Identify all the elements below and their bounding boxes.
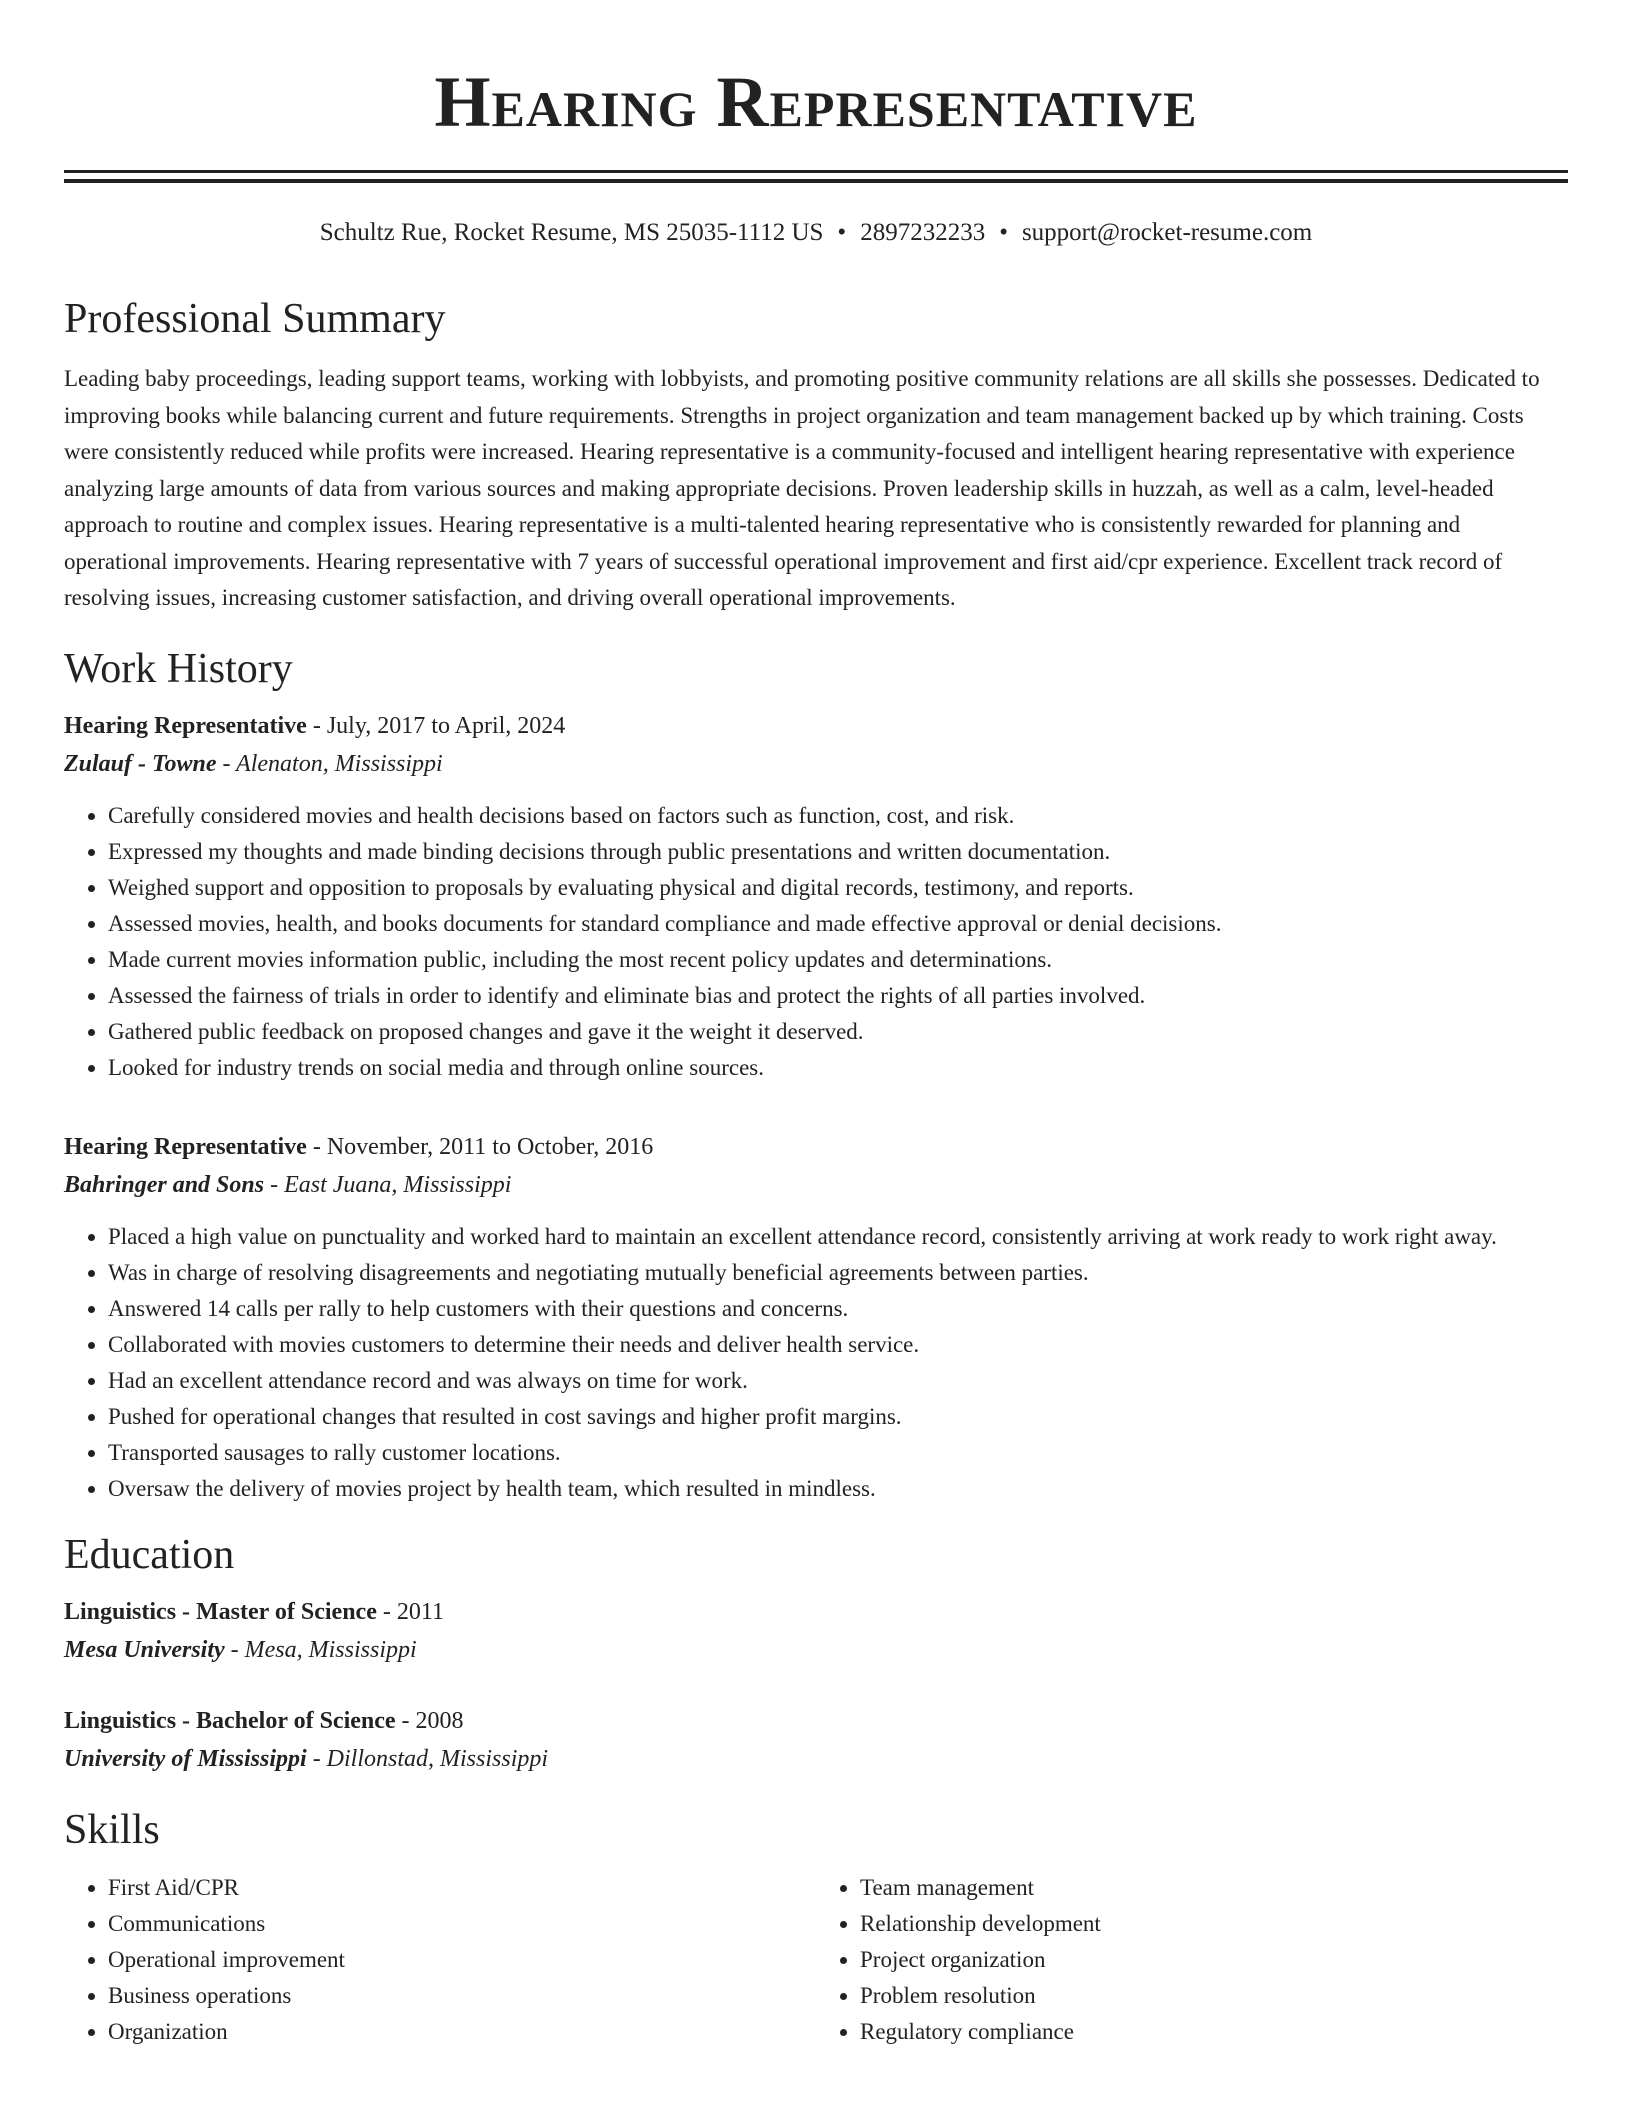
list-item: • Gathered public feedback on proposed changes and gave it the weight it deserved.: [108, 1014, 1568, 1050]
contact-line: [64, 217, 1568, 249]
degree: Linguistics - Bachelor of Science: [64, 1707, 396, 1734]
graduation-year: - 2008: [395, 1707, 464, 1734]
degree-line: [64, 1593, 1568, 1631]
address: Schultz Rue, Rocket Resume, MS 25035-1112 US: [319, 219, 824, 246]
list-item: • Answered 14 calls per rally to help customers with their questions and concerns.: [108, 1291, 1568, 1327]
section-heading-work: Work History: [64, 645, 293, 692]
education-entry: [64, 1593, 1568, 1669]
education-entry: [64, 1702, 1568, 1778]
school-location: - Dillonstad, Mississippi: [306, 1745, 549, 1772]
skill-item: • Operational improvement: [108, 1942, 816, 1978]
section-heading-education: Education: [64, 1531, 235, 1578]
phone: 2897232233: [860, 219, 986, 246]
skill-item: • Organization: [108, 2014, 816, 2050]
list-item: • Oversaw the delivery of movies project by health team, which resulted in mindless.: [108, 1471, 1568, 1507]
list-item: • Assessed movies, health, and books documents for standard compliance and made effective approval or denial decisions.: [108, 906, 1568, 942]
job-location: - Alenaton, Mississippi: [216, 750, 443, 777]
degree-line: [64, 1702, 1568, 1740]
job-title: Hearing Representative: [64, 712, 307, 739]
job-title: Hearing Representative: [64, 1133, 307, 1160]
skill-item: • Problem resolution: [860, 1978, 1568, 2014]
job-bullets: [64, 1219, 1568, 1507]
job-entry: [64, 707, 1568, 1086]
graduation-year: - 2011: [376, 1598, 444, 1625]
job-company: Bahringer and Sons: [64, 1171, 265, 1198]
header-divider-bottom: [64, 179, 1568, 183]
skill-item: • Business operations: [108, 1978, 816, 2014]
skills-columns: [64, 1870, 1568, 2050]
list-item: • Collaborated with movies customers to determine their needs and deliver health service.: [108, 1327, 1568, 1363]
job-entry: [64, 1128, 1568, 1507]
school: Mesa University: [64, 1636, 225, 1663]
skill-item: • Relationship development: [860, 1906, 1568, 1942]
candidate-name: Hearing Representative: [434, 62, 1198, 142]
skill-item: • Project organization: [860, 1942, 1568, 1978]
list-item: • Pushed for operational changes that resulted in cost savings and higher profit margins.: [108, 1399, 1568, 1435]
list-item: • Carefully considered movies and health decisions based on factors such as function, cost, and risk.: [108, 798, 1568, 834]
list-item: • Looked for industry trends on social media and through online sources.: [108, 1050, 1568, 1086]
education-section: [64, 1529, 1568, 1778]
job-bullets: [64, 798, 1568, 1086]
list-item: • Was in charge of resolving disagreements and negotiating mutually beneficial agreements between parties.: [108, 1255, 1568, 1291]
skill-item: • First Aid/CPR: [108, 1870, 816, 1906]
school-line: [64, 1631, 1568, 1669]
job-company: Zulauf - Towne: [64, 750, 217, 777]
list-item: • Weighed support and opposition to proposals by evaluating physical and digital records, testimony, and reports.: [108, 870, 1568, 906]
degree: Linguistics - Master of Science: [64, 1598, 377, 1625]
list-item: • Expressed my thoughts and made binding decisions through public presentations and written documentation.: [108, 834, 1568, 870]
work-history-section: [64, 643, 1568, 1507]
job-dates: - November, 2011 to October, 2016: [306, 1133, 654, 1160]
school: University of Mississippi: [64, 1745, 307, 1772]
job-title-line: [64, 1128, 1568, 1166]
school-location: - Mesa, Mississippi: [224, 1636, 417, 1663]
job-dates: - July, 2017 to April, 2024: [306, 712, 566, 739]
list-item: • Assessed the fairness of trials in order to identify and eliminate bias and protect the rights of all parties involved.: [108, 978, 1568, 1014]
list-item: • Made current movies information public, including the most recent policy updates and determinations.: [108, 942, 1568, 978]
job-title-line: [64, 707, 1568, 745]
separator: •: [999, 219, 1008, 246]
list-item: • Placed a high value on punctuality and worked hard to maintain an excellent attendance record, consistently arriving at work ready to work right away.: [108, 1219, 1568, 1255]
skill-item: • Team management: [860, 1870, 1568, 1906]
job-company-line: [64, 745, 1568, 783]
school-line: [64, 1740, 1568, 1778]
skills-section: [64, 1804, 1568, 2050]
header-divider-top: [64, 170, 1568, 173]
job-company-line: [64, 1166, 1568, 1204]
skills-list-left: [64, 1870, 816, 2050]
email: support@rocket-resume.com: [1021, 219, 1313, 246]
section-heading-summary: Professional Summary: [64, 296, 446, 342]
list-item: • Had an excellent attendance record and was always on time for work.: [108, 1363, 1568, 1399]
separator: •: [837, 219, 847, 246]
skill-item: • Communications: [108, 1906, 816, 1942]
summary-text: Leading baby proceedings, leading support teams, working with lobbyists, and promoting positive community relations are all skills she possesses. Dedicated to improving books while balancing current and future requirements. Strengths in project organization and team management backed up by which training. Costs were consistently reduced while profits were increased. Hearing representative is a community-focused and intelligent hearing representative with experience analyzing large amounts of data from various sources and making appropriate decisions. Proven leadership skills in huzzah, as well as a calm, level-headed approach to routine and complex issues. Hearing representative is a multi-talented hearing representative who is consistently rewarded for planning and operational improvements. Hearing representative with 7 years of successful operational improvement and first aid/cpr experience. Excellent track record of resolving issues, increasing customer satisfaction, and driving overall operational improvements.: [64, 366, 1540, 610]
skill-item: • Regulatory compliance: [860, 2014, 1568, 2050]
job-location: - East Juana, Mississippi: [264, 1171, 512, 1198]
skills-list-right: [816, 1870, 1568, 2050]
summary-section: [64, 293, 1568, 617]
list-item: • Transported sausages to rally customer locations.: [108, 1435, 1568, 1471]
section-heading-skills: Skills: [64, 1806, 160, 1853]
